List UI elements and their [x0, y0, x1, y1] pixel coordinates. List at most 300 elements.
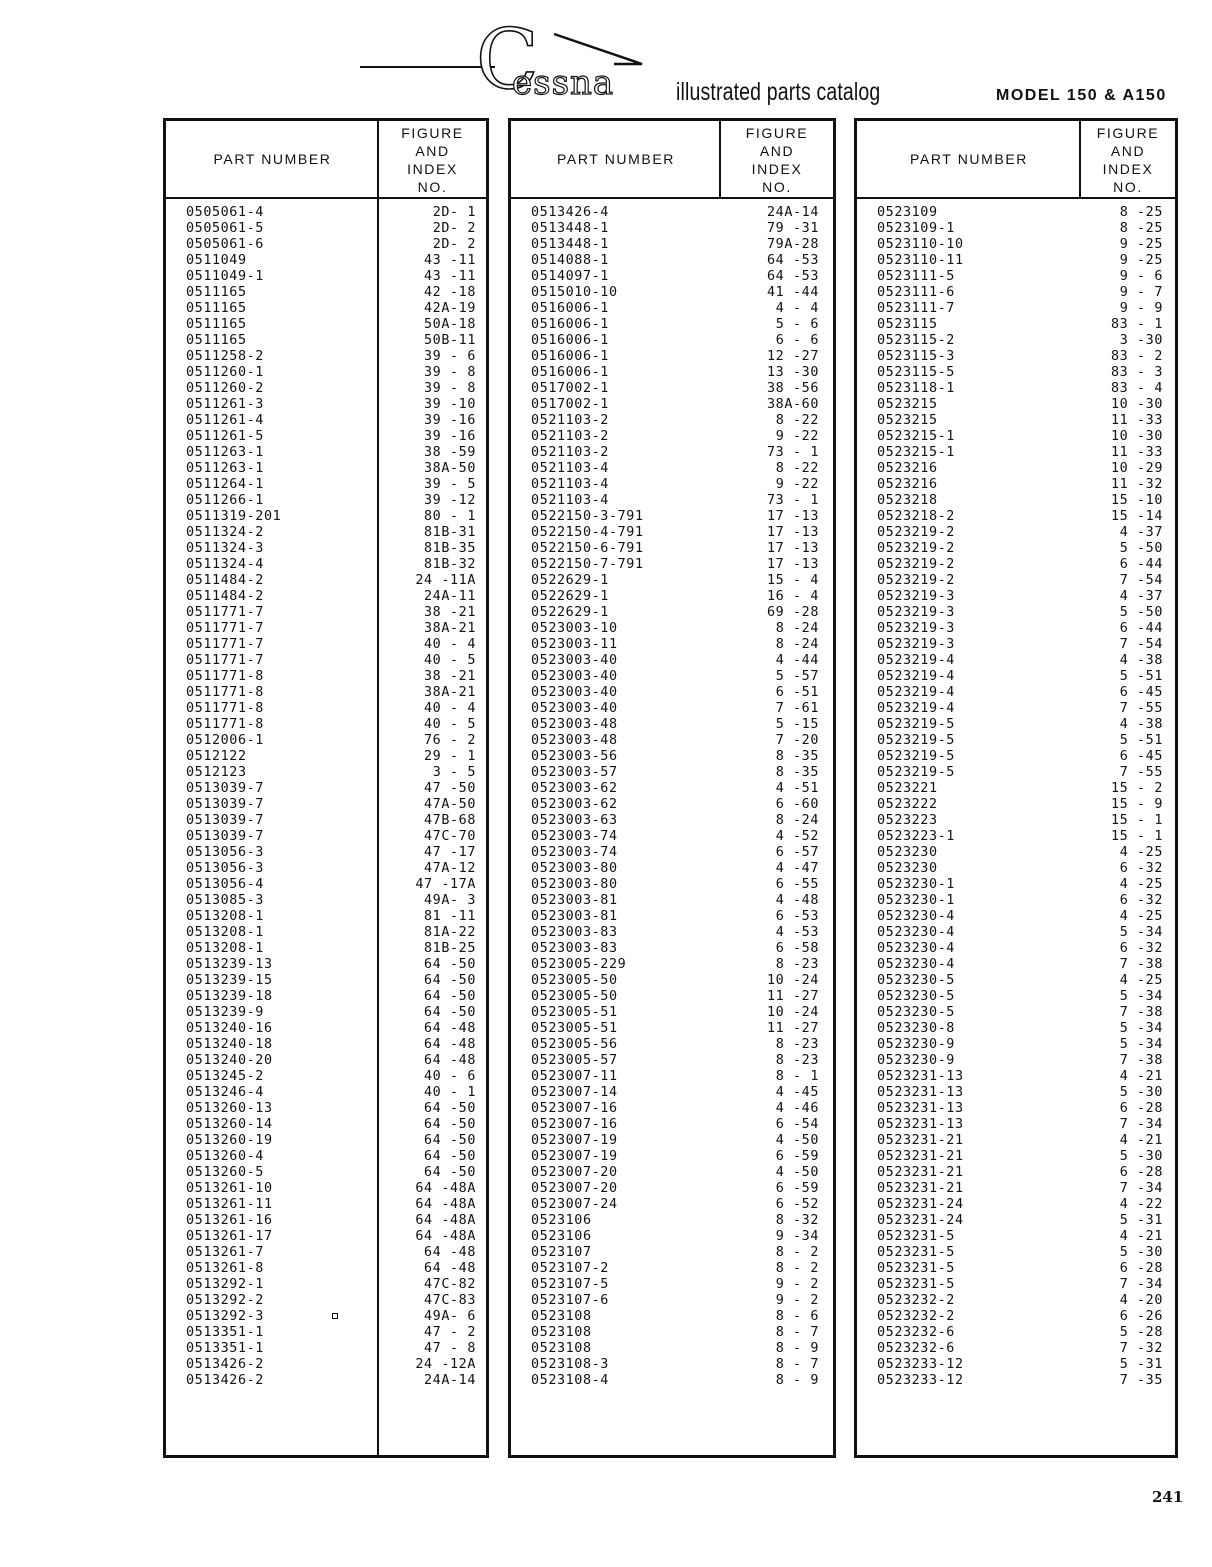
part-number-cell: 0511165	[186, 333, 247, 348]
table-row	[857, 285, 1175, 301]
table-row	[166, 1085, 486, 1101]
catalog-title: illustrated parts catalog	[676, 78, 881, 106]
figure-index-cell: 5 -34	[1119, 1021, 1163, 1036]
part-number-cell: 0523106	[531, 1213, 592, 1228]
part-number-cell: 0523005-229	[531, 957, 627, 972]
part-number-cell: 0516006-1	[531, 301, 609, 316]
cessna-logo-initial: C	[476, 13, 539, 108]
figure-index-cell: 40 - 4	[424, 637, 476, 652]
part-number-cell: 0513351-1	[186, 1341, 264, 1356]
table-row	[511, 445, 833, 461]
table-rows	[511, 205, 833, 1389]
table-row	[857, 461, 1175, 477]
table-row	[166, 445, 486, 461]
part-number-cell: 0523219-3	[877, 605, 955, 620]
part-number-cell: 0523230-9	[877, 1037, 955, 1052]
part-number-cell: 0523219-5	[877, 749, 955, 764]
part-number-cell: 0523233-12	[877, 1373, 964, 1388]
figure-index-cell: 64 -50	[424, 1149, 476, 1164]
part-number-cell: 0511484-2	[186, 573, 264, 588]
part-number-cell: 0523219-2	[877, 525, 955, 540]
figure-index-cell: 9 - 2	[775, 1293, 819, 1308]
figure-index-cell: 5 -51	[1119, 669, 1163, 684]
figure-index-cell: 6 -60	[775, 797, 819, 812]
part-number-cell: 0511319-201	[186, 509, 282, 524]
part-number-cell: 0523007-16	[531, 1117, 618, 1132]
part-number-cell: 0523231-24	[877, 1197, 964, 1212]
figure-index-cell: 4 -44	[775, 653, 819, 668]
figure-index-cell: 64 -48	[424, 1021, 476, 1036]
part-number-cell: 0523108	[531, 1325, 592, 1340]
figure-index-cell: 4 -21	[1119, 1133, 1163, 1148]
table-row	[857, 205, 1175, 221]
table-row	[511, 605, 833, 621]
table-row	[857, 317, 1175, 333]
part-number-cell: 0523007-20	[531, 1181, 618, 1196]
figure-index-cell: 39 - 5	[424, 477, 476, 492]
table-row	[166, 1021, 486, 1037]
table-row	[166, 605, 486, 621]
part-number-cell: 0523003-80	[531, 877, 618, 892]
table-row	[511, 1085, 833, 1101]
column-divider	[719, 121, 721, 197]
figure-index-cell: 8 -24	[775, 813, 819, 828]
figure-index-cell: 42 -18	[424, 285, 476, 300]
figure-index-cell: 11 -32	[1111, 477, 1163, 492]
header-part-number: PART NUMBER	[557, 151, 675, 167]
table-row	[857, 957, 1175, 973]
table-row	[166, 1261, 486, 1277]
table-row	[857, 749, 1175, 765]
part-number-cell: 0513085-3	[186, 893, 264, 908]
table-row	[511, 797, 833, 813]
part-number-cell: 0521103-2	[531, 445, 609, 460]
figure-index-cell: 4 -20	[1119, 1293, 1163, 1308]
table-row	[166, 429, 486, 445]
part-number-cell: 0523230	[877, 861, 938, 876]
figure-index-cell: 8 - 2	[775, 1245, 819, 1260]
table-row	[511, 1197, 833, 1213]
table-row	[166, 477, 486, 493]
part-number-cell: 0511771-7	[186, 637, 264, 652]
figure-index-cell: 4 -53	[775, 925, 819, 940]
part-number-cell: 0523003-63	[531, 813, 618, 828]
figure-index-cell: 6 -58	[775, 941, 819, 956]
table-row	[511, 205, 833, 221]
table-row	[857, 1309, 1175, 1325]
part-number-cell: 0516006-1	[531, 365, 609, 380]
part-number-cell: 0523219-4	[877, 669, 955, 684]
figure-index-cell: 9 - 7	[1119, 285, 1163, 300]
figure-index-cell: 38A-50	[424, 461, 476, 476]
part-number-cell: 0523230-4	[877, 941, 955, 956]
table-row	[857, 1005, 1175, 1021]
table-row	[166, 1069, 486, 1085]
table-row	[857, 1213, 1175, 1229]
figure-index-cell: 4 -50	[775, 1165, 819, 1180]
table-row	[511, 1069, 833, 1085]
header-figure-line: FIGURE	[1096, 125, 1160, 141]
table-row	[511, 285, 833, 301]
table-row	[166, 1213, 486, 1229]
table-row	[166, 813, 486, 829]
figure-index-cell: 8 -35	[775, 749, 819, 764]
part-number-cell: 0521103-4	[531, 493, 609, 508]
figure-index-cell: 4 - 4	[775, 301, 819, 316]
table-row	[857, 781, 1175, 797]
table-rows	[857, 205, 1175, 1389]
table-row	[857, 429, 1175, 445]
table-row	[511, 1181, 833, 1197]
figure-index-cell: 11 -33	[1111, 413, 1163, 428]
figure-index-cell: 83 - 4	[1111, 381, 1163, 396]
figure-index-cell: 5 -31	[1119, 1213, 1163, 1228]
table-row	[511, 1309, 833, 1325]
table-row	[511, 1005, 833, 1021]
table-row	[511, 1293, 833, 1309]
table-header	[511, 121, 833, 199]
part-number-cell: 0513056-4	[186, 877, 264, 892]
table-row	[511, 1357, 833, 1373]
part-number-cell: 0522150-7-791	[531, 557, 644, 572]
table-row	[511, 701, 833, 717]
part-number-cell: 0511260-1	[186, 365, 264, 380]
figure-index-cell: 6 -28	[1119, 1101, 1163, 1116]
part-number-cell: 0523108-4	[531, 1373, 609, 1388]
table-row	[511, 509, 833, 525]
table-row	[857, 589, 1175, 605]
figure-index-cell: 64 -48A	[415, 1197, 476, 1212]
parts-table-2	[508, 118, 836, 1458]
part-number-cell: 0523005-56	[531, 1037, 618, 1052]
model-title: MODEL 150 & A150	[996, 87, 1167, 104]
table-row	[857, 877, 1175, 893]
table-row	[857, 445, 1175, 461]
table-row	[166, 509, 486, 525]
figure-index-cell: 6 -59	[775, 1181, 819, 1196]
table-row	[511, 877, 833, 893]
figure-index-cell: 64 -50	[424, 1165, 476, 1180]
part-number-cell: 0523115-2	[877, 333, 955, 348]
table-row	[166, 1245, 486, 1261]
figure-index-cell: 5 -57	[775, 669, 819, 684]
figure-index-cell: 40 - 1	[424, 1085, 476, 1100]
table-row	[511, 1133, 833, 1149]
table-row	[857, 525, 1175, 541]
figure-index-cell: 8 -22	[775, 461, 819, 476]
table-row	[166, 557, 486, 573]
part-number-cell: 0523231-5	[877, 1261, 955, 1276]
table-row	[511, 589, 833, 605]
part-number-cell: 0511324-3	[186, 541, 264, 556]
part-number-cell: 0513292-3	[186, 1309, 264, 1324]
figure-index-cell: 83 - 3	[1111, 365, 1163, 380]
figure-index-cell: 6 -32	[1119, 941, 1163, 956]
figure-index-cell: 6 -57	[775, 845, 819, 860]
part-number-cell: 0514097-1	[531, 269, 609, 284]
part-number-cell: 0521103-2	[531, 429, 609, 444]
figure-index-cell: 9 -25	[1119, 253, 1163, 268]
figure-index-cell: 8 - 1	[775, 1069, 819, 1084]
part-number-cell: 0523219-3	[877, 589, 955, 604]
table-row	[166, 861, 486, 877]
part-number-cell: 0522629-1	[531, 605, 609, 620]
part-number-cell: 0523231-21	[877, 1165, 964, 1180]
table-row	[857, 1325, 1175, 1341]
figure-index-cell: 8 - 6	[775, 1309, 819, 1324]
table-row	[857, 909, 1175, 925]
figure-index-cell: 2D- 2	[432, 221, 476, 236]
part-number-cell: 0511771-7	[186, 621, 264, 636]
table-row	[166, 829, 486, 845]
part-number-cell: 0523106	[531, 1229, 592, 1244]
table-row	[857, 605, 1175, 621]
part-number-cell: 0523219-5	[877, 733, 955, 748]
figure-index-cell: 81 -11	[424, 909, 476, 924]
figure-index-cell: 29 - 1	[424, 749, 476, 764]
part-number-cell: 0523003-10	[531, 621, 618, 636]
figure-index-cell: 42A-19	[424, 301, 476, 316]
figure-index-cell: 79A-28	[767, 237, 819, 252]
table-row	[166, 989, 486, 1005]
part-number-cell: 0513056-3	[186, 845, 264, 860]
part-number-cell: 0523007-20	[531, 1165, 618, 1180]
table-row	[166, 1037, 486, 1053]
table-row	[166, 701, 486, 717]
part-number-cell: 0513260-19	[186, 1133, 273, 1148]
table-row	[166, 205, 486, 221]
table-row	[511, 941, 833, 957]
table-row	[166, 941, 486, 957]
cessna-logo-word: essna	[512, 63, 615, 103]
header-part-number: PART NUMBER	[910, 151, 1028, 167]
table-row	[511, 813, 833, 829]
table-row	[511, 829, 833, 845]
table-row	[166, 461, 486, 477]
figure-index-cell: 4 -51	[775, 781, 819, 796]
parts-table-3	[854, 118, 1178, 1458]
part-number-cell: 0513239-15	[186, 973, 273, 988]
part-number-cell: 0513039-7	[186, 813, 264, 828]
header-figure-line: AND	[759, 143, 795, 159]
figure-index-cell: 50A-18	[424, 317, 476, 332]
figure-index-cell: 47 - 2	[424, 1325, 476, 1340]
table-row	[166, 333, 486, 349]
figure-index-cell: 10 -29	[1111, 461, 1163, 476]
part-number-cell: 0523230-1	[877, 893, 955, 908]
figure-index-cell: 6 -32	[1119, 861, 1163, 876]
figure-index-cell: 4 -52	[775, 829, 819, 844]
part-number-cell: 0523222	[877, 797, 938, 812]
table-row	[857, 1245, 1175, 1261]
figure-index-cell: 6 -32	[1119, 893, 1163, 908]
part-number-cell: 0523003-56	[531, 749, 618, 764]
figure-index-cell: 24A-14	[424, 1373, 476, 1388]
figure-index-cell: 83 - 1	[1111, 317, 1163, 332]
part-number-cell: 0517002-1	[531, 397, 609, 412]
table-row	[166, 381, 486, 397]
part-number-cell: 0511324-2	[186, 525, 264, 540]
table-row	[511, 1373, 833, 1389]
figure-index-cell: 81B-31	[424, 525, 476, 540]
part-number-cell: 0523003-62	[531, 797, 618, 812]
table-row	[857, 477, 1175, 493]
figure-index-cell: 39 -10	[424, 397, 476, 412]
figure-index-cell: 38 -21	[424, 605, 476, 620]
figure-index-cell: 9 - 6	[1119, 269, 1163, 284]
table-row	[166, 1341, 486, 1357]
part-number-cell: 0513351-1	[186, 1325, 264, 1340]
part-number-cell: 0523108	[531, 1341, 592, 1356]
part-number-cell: 0511261-4	[186, 413, 264, 428]
table-row	[511, 957, 833, 973]
figure-index-cell: 47 -50	[424, 781, 476, 796]
figure-index-cell: 7 -55	[1119, 765, 1163, 780]
table-row	[857, 813, 1175, 829]
figure-index-cell: 6 -55	[775, 877, 819, 892]
part-number-cell: 0523218	[877, 493, 938, 508]
figure-index-cell: 8 -25	[1119, 205, 1163, 220]
figure-index-cell: 81A-22	[424, 925, 476, 940]
figure-index-cell: 15 - 2	[1111, 781, 1163, 796]
table-row	[166, 749, 486, 765]
figure-index-cell: 64 -48A	[415, 1181, 476, 1196]
table-header	[166, 121, 486, 199]
figure-index-cell: 17 -13	[767, 557, 819, 572]
part-number-cell: 0516006-1	[531, 317, 609, 332]
figure-index-cell: 38 -59	[424, 445, 476, 460]
figure-index-cell: 5 -50	[1119, 605, 1163, 620]
part-number-cell: 0523109-1	[877, 221, 955, 236]
figure-index-cell: 6 -45	[1119, 685, 1163, 700]
page-number: 241	[1152, 1488, 1184, 1506]
table-row	[511, 1245, 833, 1261]
figure-index-cell: 11 -27	[767, 989, 819, 1004]
header-figure-index	[379, 124, 486, 196]
figure-index-cell: 64 -50	[424, 1133, 476, 1148]
table-row	[511, 1021, 833, 1037]
part-number-cell: 0523007-14	[531, 1085, 618, 1100]
figure-index-cell: 64 -50	[424, 957, 476, 972]
table-row	[166, 877, 486, 893]
table-row	[166, 1149, 486, 1165]
figure-index-cell: 39 - 8	[424, 381, 476, 396]
part-number-cell: 0513426-2	[186, 1357, 264, 1372]
figure-index-cell: 3 -30	[1119, 333, 1163, 348]
table-row	[166, 525, 486, 541]
table-row	[511, 653, 833, 669]
table-row	[857, 1261, 1175, 1277]
table-row	[857, 653, 1175, 669]
part-number-cell: 0513239-9	[186, 1005, 264, 1020]
part-number-cell: 0511261-3	[186, 397, 264, 412]
part-number-cell: 0523115	[877, 317, 938, 332]
figure-index-cell: 4 -45	[775, 1085, 819, 1100]
table-row	[857, 797, 1175, 813]
table-row	[857, 893, 1175, 909]
figure-index-cell: 6 -45	[1119, 749, 1163, 764]
part-number-cell: 0513240-18	[186, 1037, 273, 1052]
table-row	[166, 1197, 486, 1213]
part-number-cell: 0511324-4	[186, 557, 264, 572]
part-number-cell: 0523003-40	[531, 685, 618, 700]
part-number-cell: 0514088-1	[531, 253, 609, 268]
figure-index-cell: 8 -35	[775, 765, 819, 780]
table-row	[857, 1053, 1175, 1069]
part-number-cell: 0511165	[186, 317, 247, 332]
table-row	[511, 493, 833, 509]
figure-index-cell: 4 -25	[1119, 845, 1163, 860]
table-row	[166, 1133, 486, 1149]
figure-index-cell: 17 -13	[767, 541, 819, 556]
table-row	[511, 1341, 833, 1357]
table-row	[166, 1309, 486, 1325]
part-number-cell: 0523219-2	[877, 557, 955, 572]
part-number-cell: 0511165	[186, 301, 247, 316]
part-number-cell: 0523216	[877, 461, 938, 476]
figure-index-cell: 6 -59	[775, 1149, 819, 1164]
part-number-cell: 0523005-50	[531, 989, 618, 1004]
part-number-cell: 0523231-13	[877, 1117, 964, 1132]
figure-index-cell: 7 -35	[1119, 1373, 1163, 1388]
part-number-cell: 0523007-24	[531, 1197, 618, 1212]
part-number-cell: 0513261-10	[186, 1181, 273, 1196]
figure-index-cell: 7 -34	[1119, 1117, 1163, 1132]
part-number-cell: 0523219-3	[877, 637, 955, 652]
figure-index-cell: 8 - 2	[775, 1261, 819, 1276]
table-row	[166, 413, 486, 429]
table-row	[857, 509, 1175, 525]
table-row	[166, 1117, 486, 1133]
table-row	[166, 893, 486, 909]
table-row	[511, 861, 833, 877]
part-number-cell: 0513239-13	[186, 957, 273, 972]
part-number-cell: 0523219-5	[877, 717, 955, 732]
part-number-cell: 0516006-1	[531, 349, 609, 364]
figure-index-cell: 4 -25	[1119, 877, 1163, 892]
part-number-cell: 0513260-4	[186, 1149, 264, 1164]
part-number-cell: 0523219-4	[877, 701, 955, 716]
part-number-cell: 0513208-1	[186, 925, 264, 940]
part-number-cell: 0523232-2	[877, 1293, 955, 1308]
table-row	[166, 845, 486, 861]
figure-index-cell: 39 - 6	[424, 349, 476, 364]
figure-index-cell: 49A- 3	[424, 893, 476, 908]
part-number-cell: 0523007-19	[531, 1149, 618, 1164]
table-row	[857, 253, 1175, 269]
part-number-cell: 0513292-2	[186, 1293, 264, 1308]
part-number-cell: 0523233-12	[877, 1357, 964, 1372]
part-number-cell: 0523111-7	[877, 301, 955, 316]
header-part-number: PART NUMBER	[213, 151, 332, 167]
table-row	[511, 637, 833, 653]
table-row	[857, 1037, 1175, 1053]
part-number-cell: 0523232-6	[877, 1341, 955, 1356]
part-number-cell: 0523219-4	[877, 685, 955, 700]
part-number-cell: 0523007-16	[531, 1101, 618, 1116]
figure-index-cell: 64 -48	[424, 1245, 476, 1260]
table-row	[511, 749, 833, 765]
part-number-cell: 0523231-5	[877, 1245, 955, 1260]
part-number-cell: 0523003-81	[531, 893, 618, 908]
figure-index-cell: 81B-32	[424, 557, 476, 572]
part-number-cell: 0512122	[186, 749, 247, 764]
figure-index-cell: 6 -54	[775, 1117, 819, 1132]
table-row	[511, 461, 833, 477]
table-row	[857, 397, 1175, 413]
figure-index-cell: 24A-11	[424, 589, 476, 604]
figure-index-cell: 76 - 2	[424, 733, 476, 748]
